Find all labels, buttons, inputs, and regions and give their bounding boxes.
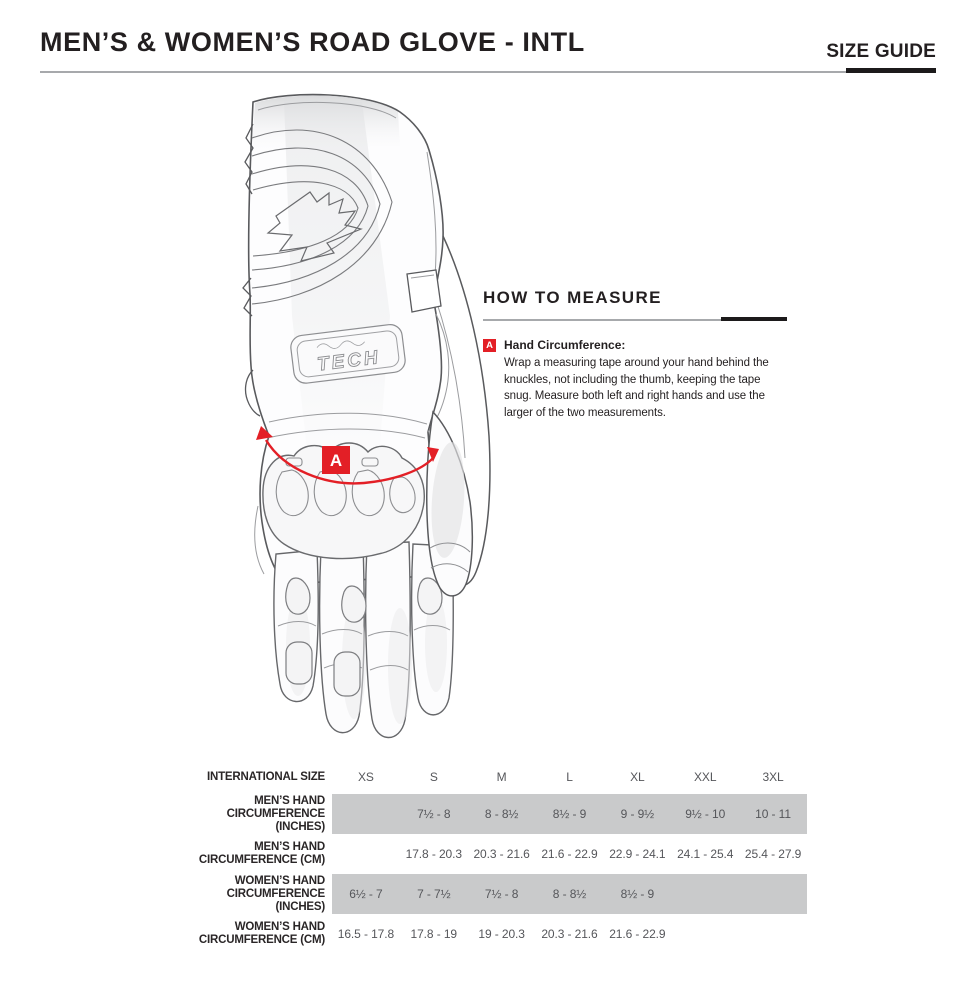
size-value-cell: 24.1 - 25.4 [677, 847, 734, 861]
how-to-measure-title: HOW TO MEASURE [483, 288, 662, 307]
size-column-xxl: XXL [694, 770, 717, 784]
row-values [332, 874, 807, 914]
size-value-cell: 20.3 - 21.6 [473, 847, 530, 861]
table-row-header: INTERNATIONAL SIZE [206, 770, 325, 783]
size-value-cell: 19 - 20.3 [478, 927, 525, 941]
size-value-cell: 21.6 - 22.9 [609, 927, 666, 941]
divider-gray-segment [40, 71, 846, 73]
size-value-cell: 9½ - 10 [685, 807, 726, 821]
size-column-xs: XS [358, 770, 374, 784]
measure-item-title: Hand Circumference: [504, 338, 626, 352]
size-value-cell: 17.8 - 20.3 [405, 847, 462, 861]
size-value-cell: 8½ - 9 [620, 887, 655, 901]
row-label: WOMEN’S HAND CIRCUMFERENCE (INCHES) [226, 874, 325, 913]
size-value-cell: 9 - 9½ [620, 807, 655, 821]
size-value-cell: 21.6 - 22.9 [541, 847, 598, 861]
measure-text [504, 338, 791, 421]
size-columns [332, 764, 807, 790]
header-divider [40, 68, 936, 73]
size-value-cell: 10 - 11 [755, 807, 791, 821]
svg-text:A: A [329, 451, 343, 470]
divider-gray-segment [483, 319, 721, 321]
size-value-cell: 7½ - 8 [484, 887, 519, 901]
how-to-measure-divider [483, 317, 787, 321]
size-value-cell: 8 - 8½ [484, 807, 519, 821]
size-column-s: S [429, 770, 438, 784]
row-label: MEN’S HAND CIRCUMFERENCE (INCHES) [226, 794, 325, 833]
size-value-cell: 16.5 - 17.8 [337, 927, 395, 941]
size-guide-label: SIZE GUIDE [826, 41, 936, 62]
table-row-womens-cm [180, 914, 807, 954]
how-to-measure-section [483, 288, 791, 421]
size-value-cell: 22.9 - 24.1 [609, 847, 666, 861]
wrist-strap [407, 270, 441, 312]
size-value-cell: 20.3 - 21.6 [541, 927, 598, 941]
measure-item-body: Wrap a measuring tape around your hand behind the knuckles, not including the thumb, keeping the tape snug. Measure both left and right hands and use the larger of the two measurements. [504, 357, 769, 419]
row-values [332, 794, 807, 834]
table-row-womens-inches [180, 874, 807, 914]
size-column-xl: XL [630, 770, 645, 784]
marker-a-badge [322, 446, 350, 474]
glove-illustration [222, 86, 512, 754]
measure-item-hand-circumference [483, 338, 791, 421]
glove-fingers [274, 542, 453, 738]
tech-logo-text: TECH [315, 347, 382, 376]
size-value-cell: 7½ - 8 [417, 807, 451, 821]
size-value-cell: 25.4 - 27.9 [744, 847, 802, 861]
size-column-m: M [496, 770, 507, 784]
glove-thumb [427, 412, 473, 596]
size-value-cell: 17.8 - 19 [410, 927, 457, 941]
size-value-cell: 6½ - 7 [349, 887, 383, 901]
table-row-mens-cm [180, 834, 807, 874]
page-title: MEN’S & WOMEN’S ROAD GLOVE - INTL [40, 27, 585, 57]
divider-black-segment [721, 317, 787, 321]
row-values [332, 834, 807, 874]
marker-a-label: A [483, 339, 496, 352]
row-values [332, 914, 807, 954]
size-value-cell: 8½ - 9 [552, 807, 587, 821]
divider-black-segment [846, 68, 936, 73]
size-column-l: L [566, 770, 573, 784]
row-label: MEN’S HAND CIRCUMFERENCE (CM) [198, 841, 325, 866]
size-value-cell: 7 - 7½ [417, 887, 451, 901]
size-value-cell: 8 - 8½ [552, 887, 587, 901]
size-table [180, 764, 807, 954]
table-row-mens-inches [180, 794, 807, 834]
size-column-3xl: 3XL [762, 770, 784, 784]
size-table-header-row [180, 764, 807, 790]
row-label: WOMEN’S HAND CIRCUMFERENCE (CM) [198, 921, 325, 946]
